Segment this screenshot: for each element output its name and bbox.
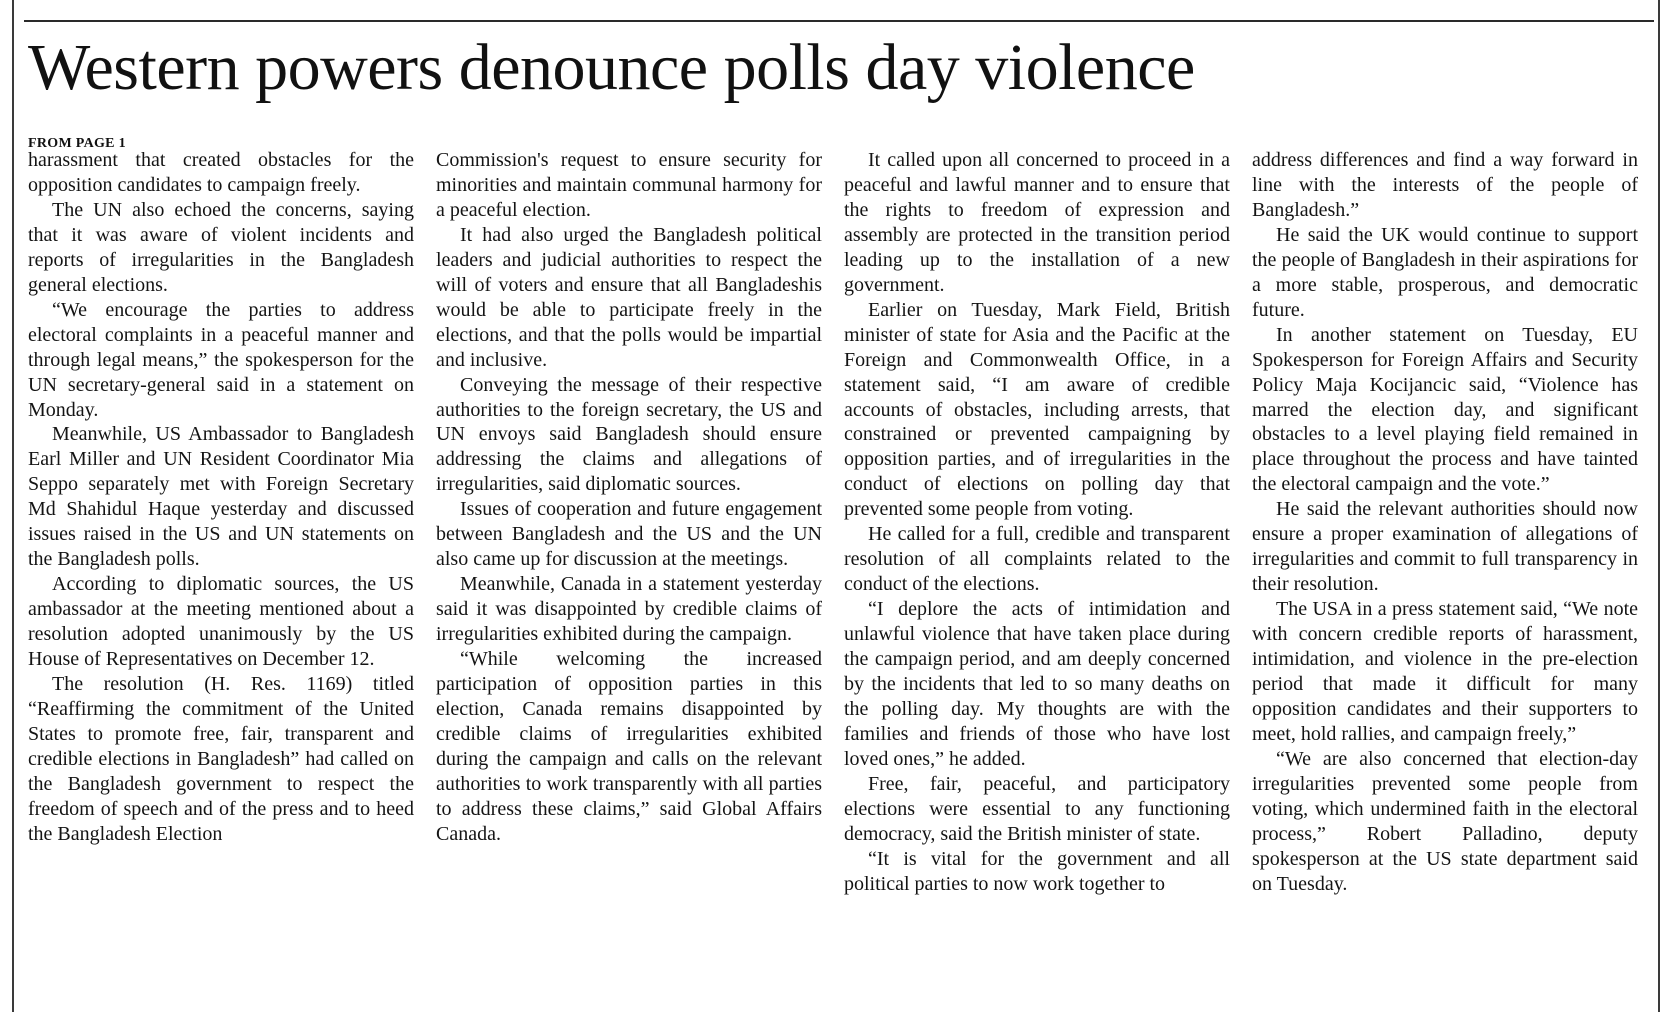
text-column-2	[436, 148, 822, 1012]
paragraph: It called upon all concerned to proceed in a peaceful and lawful manner and to ensure that the rights to freedom of expression and assembly are protected in the transition period leading up to the installation of a new government.	[844, 149, 1230, 296]
paragraph: He called for a full, credible and transparent resolution of all complaints related to the conduct of the elections.	[844, 523, 1230, 596]
paragraph: harassment that created obstacles for the opposition candidates to campaign freely.	[28, 149, 414, 196]
paragraph: According to diplomatic sources, the US ambassador at the meeting mentioned about a resolution adopted unanimously by the US House of Representatives on December 12.	[28, 573, 414, 671]
paragraph: The UN also echoed the concerns, saying that it was aware of violent incidents and reports of irregularities in the Bangladesh general elections.	[28, 198, 414, 296]
paragraph: Meanwhile, Canada in a statement yesterday said it was disappointed by credible claims of irregularities exhibited during the campaign.	[436, 573, 822, 646]
article-headline: Western powers denounce polls day violence	[28, 31, 1195, 104]
continued-from-label: FROM PAGE 1	[28, 136, 126, 151]
text-column-4	[1252, 148, 1638, 1012]
paragraph: Free, fair, peaceful, and participatory elections were essential to any functioning democracy, said the British minister of state.	[844, 772, 1230, 845]
paragraph: The USA in a press statement said, “We note with concern credible reports of harassment, intimidation, and violence in the pre-election period that made it difficult for many opposition candidates and their supporters to meet, hold rallies, and campaign freely,”	[1252, 598, 1638, 745]
paragraph: Issues of cooperation and future engagement between Bangladesh and the US and the UN also came up for discussion at the meetings.	[436, 498, 822, 571]
text-column-1	[28, 148, 414, 1012]
paragraph: Meanwhile, US Ambassador to Bangladesh Earl Miller and UN Resident Coordinator Mia Seppo separately met with Foreign Secretary Md Shahidul Haque yesterday and discussed issues raised in the US and UN statements on the Bangladesh polls.	[28, 423, 414, 571]
paragraph: He said the UK would continue to support the people of Bangladesh in their aspirations for a more stable, prosperous, and democratic future.	[1252, 223, 1638, 321]
page-border-left	[12, 0, 14, 1012]
paragraph: “We encourage the parties to address electoral complaints in a peaceful manner and through legal means,” the spokesperson for the UN secretary-general said in a statement on Monday.	[28, 298, 414, 421]
paragraph: It had also urged the Bangladesh political leaders and judicial authorities to respect the will of voters and ensure that all Bangladeshis would be able to participate freely in the elections, and that the polls would be impartial and inclusive.	[436, 223, 822, 371]
paragraph: “While welcoming the increased participation of opposition parties in this election, Canada remains disappointed by credible claims of irregularities exhibited during the campaign and calls on the relevant authorities to work transparently with all parties to address these claims,” said Global Affairs Canada.	[436, 648, 822, 845]
paragraph: Earlier on Tuesday, Mark Field, British minister of state for Asia and the Pacific at the Foreign and Commonwealth Office, in a statement said, “I am aware of credible accounts of obstacles, including arrests, that constrained or prevented campaigning by opposition parties, and of irregularities in the conduct of elections on polling day that prevented some people from voting.	[844, 298, 1230, 521]
paragraph: Conveying the message of their respective authorities to the foreign secretary, the US and UN envoys said Bangladesh should ensure addressing the claims and allegations of irregularities, said diplomatic sources.	[436, 373, 822, 496]
paragraph: address differences and find a way forward in line with the interests of the people of Bangladesh.”	[1252, 149, 1638, 221]
paragraph: In another statement on Tuesday, EU Spokesperson for Foreign Affairs and Security Policy Maja Kocijancic said, “Violence has marred the election day, and significant obstacles to a level playing field remained in place throughout the process and have tainted the electoral campaign and the vote.”	[1252, 323, 1638, 496]
article-body	[28, 148, 1640, 1012]
text-column-3	[844, 148, 1230, 1012]
paragraph: “It is vital for the government and all political parties to now work together to	[844, 847, 1230, 895]
paragraph: Commission's request to ensure security for minorities and maintain communal harmony for a peaceful election.	[436, 149, 822, 221]
top-rule	[24, 20, 1654, 22]
paragraph: “We are also concerned that election-day irregularities prevented some people from voting, which undermined faith in the electoral process,” Robert Palladino, deputy spokesperson at the US state department said on Tuesday.	[1252, 747, 1638, 895]
paragraph: He said the relevant authorities should now ensure a proper examination of allegations of irregularities and commit to full transparency in their resolution.	[1252, 498, 1638, 596]
page-border-right	[1658, 0, 1660, 1012]
paragraph: “I deplore the acts of intimidation and unlawful violence that have taken place during the campaign period, and am deeply concerned by the incidents that led to so many deaths on the polling day. My thoughts are with the families and friends of those who have lost loved ones,” he added.	[844, 598, 1230, 770]
paragraph: The resolution (H. Res. 1169) titled “Reaffirming the commitment of the United States to promote free, fair, transparent and credible elections in Bangladesh” had called on the Bangladesh government to respect the freedom of speech and of the press and to heed the Bangladesh Election	[28, 673, 414, 845]
